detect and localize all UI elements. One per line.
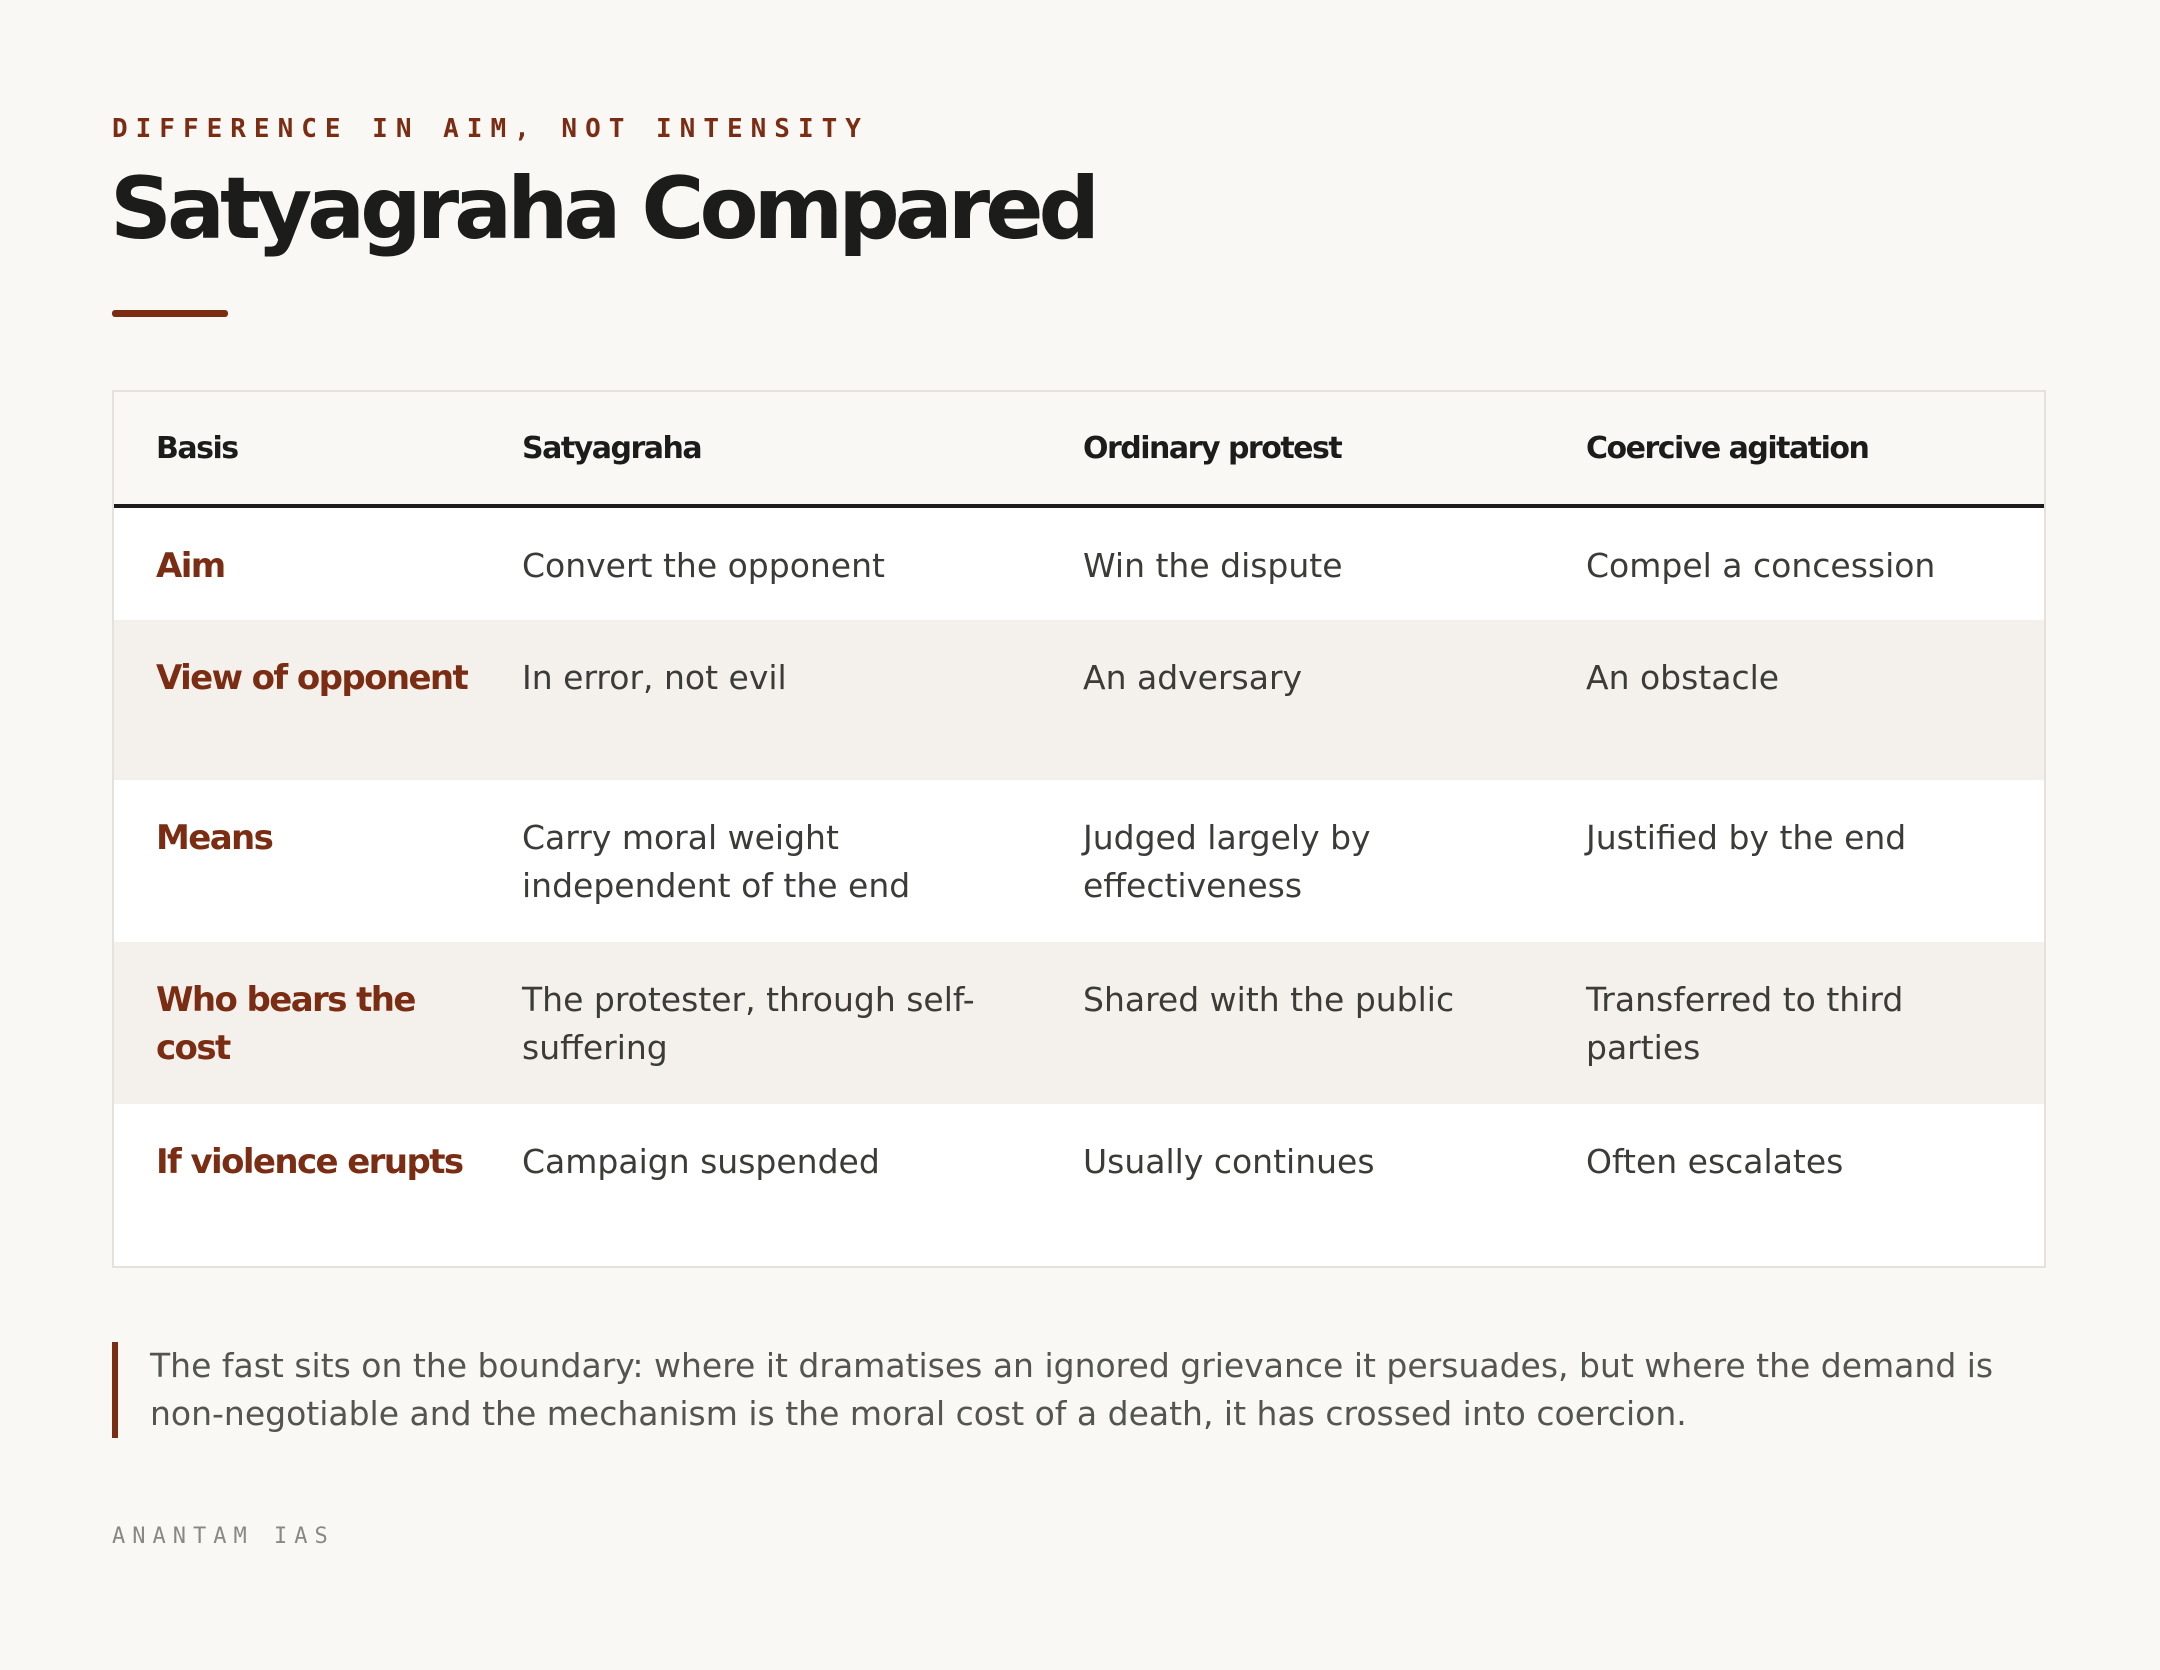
table-cell: Judged largely by effectiveness: [1083, 818, 1371, 905]
page-title: Satyagraha Compared: [110, 159, 1096, 259]
table-cell: An obstacle: [1586, 658, 1780, 697]
table-cell: Shared with the public: [1083, 980, 1455, 1019]
table-cell: In error, not evil: [522, 658, 787, 697]
row-basis-label: Means: [156, 818, 273, 858]
row-basis-label: Aim: [156, 546, 225, 586]
title-accent-rule: [112, 310, 228, 317]
table-row: [114, 1104, 2044, 1266]
row-basis-label: Who bears the cost: [156, 980, 415, 1068]
column-header-coercive-agitation: Coercive agitation: [1544, 392, 2044, 506]
table-row: [114, 942, 2044, 1104]
table-cell: An adversary: [1083, 658, 1303, 697]
row-basis-label: View of opponent: [156, 658, 468, 698]
comparison-table: [112, 390, 2046, 1268]
column-header-satyagraha: Satyagraha: [480, 392, 1041, 506]
boundary-note: The fast sits on the boundary: where it dramatises an ignored grievance it persuades, but where the demand is non-negotiable and the mechanism is the moral cost of a death, it has crossed into coercion.: [112, 1342, 2012, 1438]
table-cell: Win the dispute: [1083, 546, 1343, 585]
column-header-basis: Basis: [114, 392, 480, 506]
table-cell: The protester, through self-suffering: [522, 980, 975, 1067]
column-header-ordinary-protest: Ordinary protest: [1041, 392, 1544, 506]
kicker: DIFFERENCE IN AIM, NOT INTENSITY: [112, 114, 869, 144]
table-cell: Usually continues: [1083, 1142, 1375, 1181]
table-cell: Convert the opponent: [522, 546, 885, 585]
row-basis-label: If violence erupts: [156, 1142, 463, 1182]
table-cell: Often escalates: [1586, 1142, 1844, 1181]
table-cell: Campaign suspended: [522, 1142, 880, 1181]
table-cell: Transferred to third parties: [1586, 980, 1904, 1067]
table-header-row: [114, 392, 2044, 506]
table-row: [114, 506, 2044, 620]
table-row: [114, 620, 2044, 780]
table-cell: Compel a concession: [1586, 546, 1936, 585]
table-cell: Carry moral weight independent of the end: [522, 818, 911, 905]
table-cell: Justified by the end: [1586, 818, 1907, 857]
brand-footer: ANANTAM IAS: [112, 1524, 335, 1549]
table-row: [114, 780, 2044, 942]
